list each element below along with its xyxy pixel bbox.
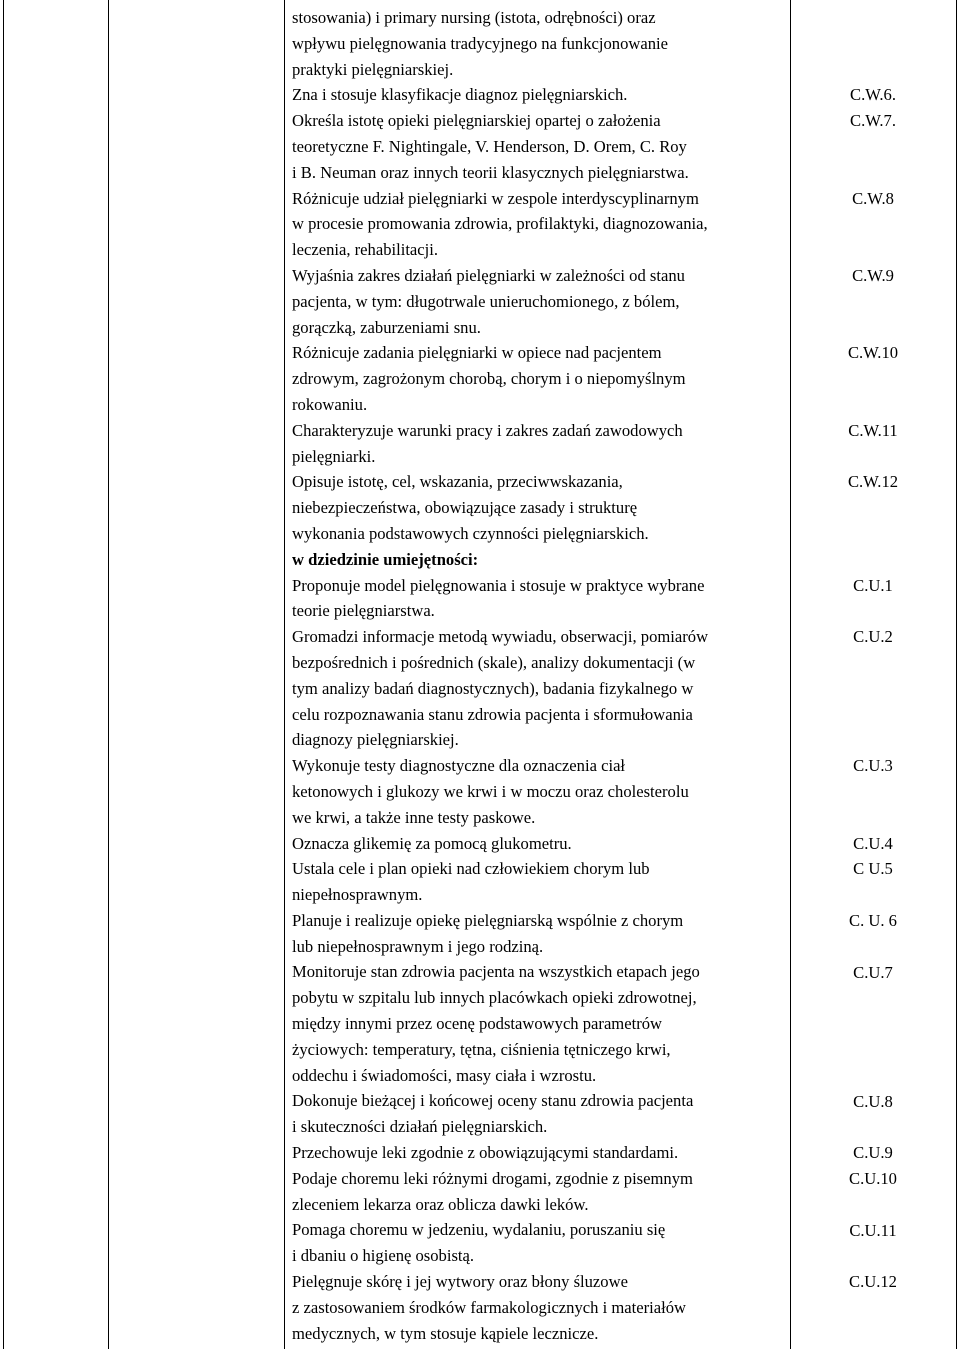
outcome-code: C.U.9 xyxy=(853,1143,893,1163)
outcome-text-line: Zna i stosuje klasyfikacje diagnoz pielęgniarskich. xyxy=(292,85,628,105)
table-divider-2 xyxy=(284,0,285,1349)
outcome-entry xyxy=(292,1269,789,1346)
outcome-text-line: niebezpieczeństwa, obowiązujące zasady i strukturę xyxy=(292,498,638,518)
outcome-text-line: życiowych: temperatury, tętna, ciśnienia tętniczego krwi, xyxy=(292,1039,671,1059)
outcome-text-line: gorączką, zaburzeniami snu. xyxy=(292,317,481,337)
outcome-text-line: praktyki pielęgniarskiej. xyxy=(292,59,454,79)
outcome-entry xyxy=(292,856,789,908)
outcome-text-line: w procesie promowania zdrowia, profilaktyki, diagnozowania, xyxy=(292,214,708,234)
outcome-text-line: Różnicuje udział pielęgniarki w zespole interdyscyplinarnym xyxy=(292,188,699,208)
outcome-entry xyxy=(292,82,789,108)
outcome-text-line: i skuteczności działań pielęgniarskich. xyxy=(292,1117,548,1137)
outcome-text-line: Charakteryzuje warunki pracy i zakres zadań zawodowych xyxy=(292,420,683,440)
outcome-text-line: Monitoruje stan zdrowia pacjenta na wszystkich etapach jego xyxy=(292,962,700,982)
outcome-entry xyxy=(292,1166,789,1218)
outcome-code: C.W.10 xyxy=(847,343,899,363)
outcome-text-line: leczenia, rehabilitacji. xyxy=(292,240,439,260)
outcome-entry xyxy=(292,573,789,625)
outcome-code: C.W.6. xyxy=(850,85,896,105)
outcome-text-line: i B. Neuman oraz innych teorii klasycznych pielęgniarstwa. xyxy=(292,162,689,182)
outcomes-text-column xyxy=(292,5,789,1346)
outcome-code: C.U.3 xyxy=(853,756,893,776)
table-border-left xyxy=(3,0,4,1349)
outcome-text-line: diagnozy pielęgniarskiej. xyxy=(292,730,459,750)
outcome-text-line: Dokonuje bieżącej i końcowej oceny stanu zdrowia pacjenta xyxy=(292,1091,694,1111)
outcome-text-line: rokowaniu. xyxy=(292,394,368,414)
outcome-text-line: medycznych, w tym stosuje kąpiele lecznicze. xyxy=(292,1323,599,1343)
outcome-code: C.U.7 xyxy=(853,962,893,982)
outcome-text-line: celu rozpoznawania stanu zdrowia pacjenta i sformułowania xyxy=(292,704,693,724)
outcome-text-line: niepełnosprawnym. xyxy=(292,885,423,905)
outcome-text-line: Gromadzi informacje metodą wywiadu, obserwacji, pomiarów xyxy=(292,627,709,647)
outcome-text-line: Przechowuje leki zgodnie z obowiązującymi standardami. xyxy=(292,1143,679,1163)
outcome-text-line: Proponuje model pielęgnowania i stosuje w praktyce wybrane xyxy=(292,575,705,595)
outcome-entry xyxy=(292,1140,789,1166)
outcome-entry xyxy=(292,186,789,263)
outcome-text-line: Wyjaśnia zakres działań pielęgniarki w zależności od stanu xyxy=(292,265,685,285)
outcome-text-line: Oznacza glikemię za pomocą glukometru. xyxy=(292,833,572,853)
outcome-entry xyxy=(292,108,789,185)
outcome-text-line: pobytu w szpitalu lub innych placówkach opieki zdrowotnej, xyxy=(292,988,697,1008)
section-heading: w dziedzinie umiejętności: xyxy=(292,549,479,569)
outcome-text-line: Podaje choremu leki różnymi drogami, zgodnie z pisemnym xyxy=(292,1168,693,1188)
outcome-code: C.U.8 xyxy=(853,1091,893,1111)
outcome-code: C.U.11 xyxy=(849,1220,897,1240)
outcome-entry xyxy=(292,340,789,417)
outcome-entry xyxy=(292,831,789,857)
outcome-entry xyxy=(292,418,789,470)
outcome-text-line: i dbaniu o higienę osobistą. xyxy=(292,1246,475,1266)
outcome-text-line: między innymi przez ocenę podstawowych parametrów xyxy=(292,1014,662,1034)
outcome-code: C.W.11 xyxy=(848,420,898,440)
outcome-text-line: Różnicuje zadania pielęgniarki w opiece nad pacjentem xyxy=(292,343,662,363)
table-divider-1 xyxy=(108,0,109,1349)
outcome-text-line: Opisuje istotę, cel, wskazania, przeciwwskazania, xyxy=(292,472,623,492)
outcome-text-line: oddechu i świadomości, masy ciała i wzrostu. xyxy=(292,1065,597,1085)
outcome-code: C U.5 xyxy=(853,859,893,879)
outcome-entry xyxy=(292,469,789,546)
outcome-entry xyxy=(292,263,789,340)
outcome-code: C.U.12 xyxy=(849,1272,897,1292)
outcome-text-line: Ustala cele i plan opieki nad człowiekiem chorym lub xyxy=(292,859,650,879)
outcome-text-line: Planuje i realizuje opiekę pielęgniarską wspólnie z chorym xyxy=(292,910,684,930)
outcome-code: C.U.10 xyxy=(849,1169,897,1188)
outcome-text-line: wykonania podstawowych czynności pielęgniarskich. xyxy=(292,523,649,543)
outcome-text-line: we krwi, a także inne testy paskowe. xyxy=(292,807,536,827)
outcome-code: C.W.7. xyxy=(850,111,896,131)
table-divider-3 xyxy=(790,0,791,1349)
outcome-text-line: bezpośrednich i pośrednich (skale), analizy dokumentacji (w xyxy=(292,652,696,672)
outcome-text-line: stosowania) i primary nursing (istota, odrębności) oraz xyxy=(292,8,656,27)
outcome-entry xyxy=(292,5,789,82)
outcome-code: C.U.2 xyxy=(853,627,893,647)
outcome-text-line: Wykonuje testy diagnostyczne dla oznaczenia ciał xyxy=(292,756,626,776)
table-border-right xyxy=(956,0,957,1349)
outcome-text-line: z zastosowaniem środków farmakologicznych i materiałów xyxy=(292,1297,686,1317)
outcome-entry xyxy=(292,1217,789,1269)
outcome-code: C.W.12 xyxy=(847,472,899,492)
outcome-entry xyxy=(292,908,789,960)
outcome-text-line: ketonowych i glukozy we krwi i w moczu oraz cholesterolu xyxy=(292,781,689,801)
outcome-text-line: wpływu pielęgnowania tradycyjnego na funkcjonowanie xyxy=(292,33,669,53)
outcome-entry xyxy=(292,1088,789,1140)
outcome-text-line: zdrowym, zagrożonym chorobą, chorym i o niepomyślnym xyxy=(292,369,686,389)
outcome-text-line: Pielęgnuje skórę i jej wytwory oraz błony śluzowe xyxy=(292,1272,628,1292)
outcome-text-line: teorie pielęgniarstwa. xyxy=(292,601,435,621)
outcome-code: C.W.8 xyxy=(852,188,894,208)
outcome-text-line: tym analizy badań diagnostycznych), badania fizykalnego w xyxy=(292,678,694,698)
outcome-text-line: lub niepełnosprawnym i jego rodziną. xyxy=(292,936,544,956)
outcome-text-line: pielęgniarki. xyxy=(292,446,376,466)
outcome-text-line: teoretyczne F. Nightingale, V. Henderson, D. Orem, C. Roy xyxy=(292,136,687,156)
outcome-text-line: zleceniem lekarza oraz oblicza dawki leków. xyxy=(292,1194,589,1214)
outcome-code: C.U.4 xyxy=(853,833,893,853)
outcome-text-line: Określa istotę opieki pielęgniarskiej opartej o założenia xyxy=(292,111,661,131)
outcome-entry xyxy=(292,753,789,830)
outcome-code: C. U. 6 xyxy=(849,911,897,930)
outcome-code: C.U.1 xyxy=(853,575,893,595)
outcome-code: C.W.9 xyxy=(852,266,894,285)
outcome-text-line: pacjenta, w tym: długotrwale unieruchomionego, z bólem, xyxy=(292,291,680,311)
outcome-entry xyxy=(292,959,789,1088)
outcome-text-line: Pomaga choremu w jedzeniu, wydalaniu, poruszaniu się xyxy=(292,1220,666,1240)
outcome-entry xyxy=(292,624,789,753)
